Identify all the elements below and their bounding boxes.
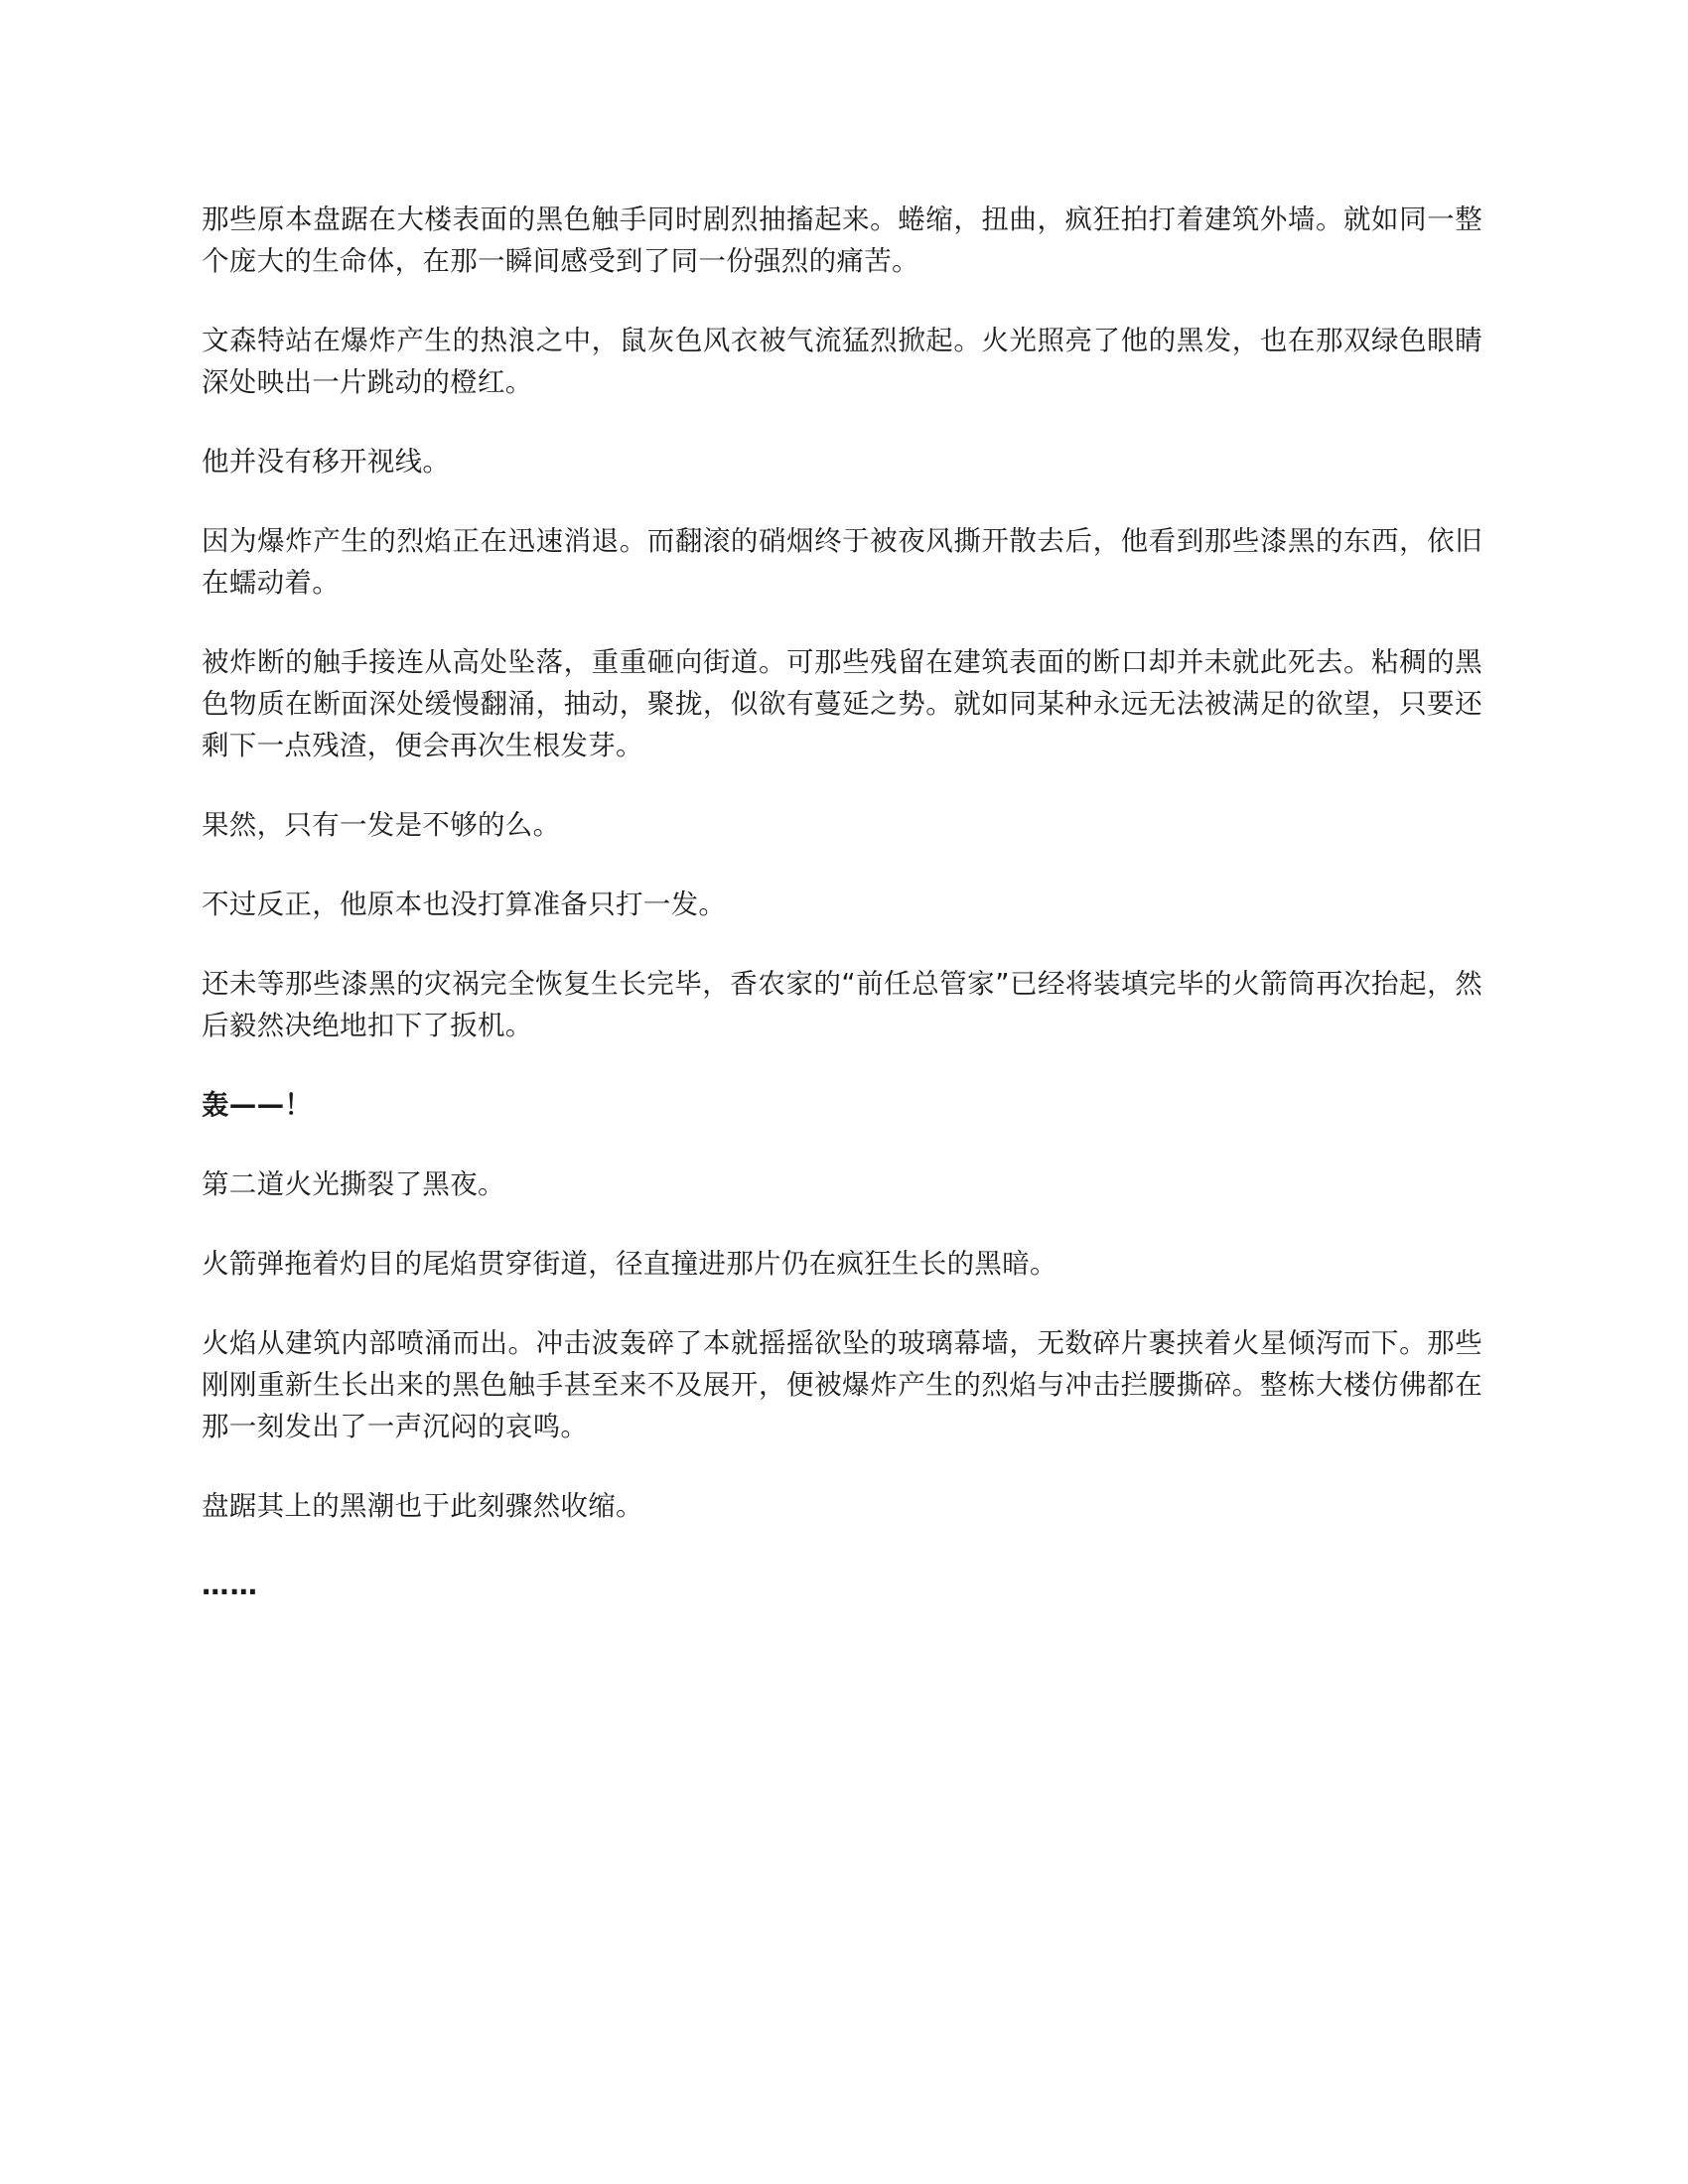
paragraph: 盘踞其上的黑潮也于此刻骤然收缩。: [202, 1490, 643, 1522]
paragraph: 第二道火光撕裂了黑夜。: [202, 1168, 505, 1200]
paragraph: 他并没有移开视线。: [202, 446, 451, 478]
paragraph: 文森特站在爆炸产生的热浪之中，鼠灰色风衣被气流猛烈掀起。火光照亮了他的黑发，也在那双绿色眼睛深处映出一片跳动的橙红。: [202, 325, 1482, 398]
paragraph: 因为爆炸产生的烈焰正在迅速消退。而翻滚的硝烟终于被夜风撕开散去后，他看到那些漆黑的东西，依旧在蠕动着。: [202, 525, 1482, 599]
paragraph: 果然，只有一发是不够的么。: [202, 809, 561, 841]
ellipsis-paragraph: ……: [202, 1570, 258, 1601]
paragraph: 被炸断的触手接连从高处坠落，重重砸向街道。可那些残留在建筑表面的断口却并未就此死去。粘稠的黑色物质在断面深处缓慢翻涌，抽动，聚拢，似欲有蔓延之势。就如同某种永远无法被满足的欲望，只要还剩下一点残渣，便会再次生根发芽。: [202, 646, 1482, 761]
document-page: [202, 199, 1482, 1644]
paragraph: 还未等那些漆黑的灾祸完全恢复生长完毕，香农家的“前任总管家”已经将装填完毕的火箭筒再次抬起，然后毅然决绝地扣下了扳机。: [202, 968, 1482, 1041]
paragraph: 火箭弹拖着灼目的尾焰贯穿街道，径直撞进那片仍在疯狂生长的黑暗。: [202, 1248, 1057, 1280]
paragraph: 那些原本盘踞在大楼表面的黑色触手同时剧烈抽搐起来。蜷缩，扭曲，疯狂拍打着建筑外墙。就如同一整个庞大的生命体，在那一瞬间感受到了同一份强烈的痛苦。: [202, 204, 1482, 277]
paragraph: 不过反正，他原本也没打算准备只打一发。: [202, 888, 727, 920]
sound-effect-paragraph: 轰——！: [202, 1089, 313, 1121]
paragraph: 火焰从建筑内部喷涌而出。冲击波轰碎了本就摇摇欲坠的玻璃幕墙，无数碎片裹挟着火星倾泻而下。那些刚刚重新生长出来的黑色触手甚至来不及展开，便被爆炸产生的烈焰与冲击拦腰撕碎。整栋大楼仿佛都在那一刻发出了一声沉闷的哀鸣。: [202, 1327, 1482, 1442]
